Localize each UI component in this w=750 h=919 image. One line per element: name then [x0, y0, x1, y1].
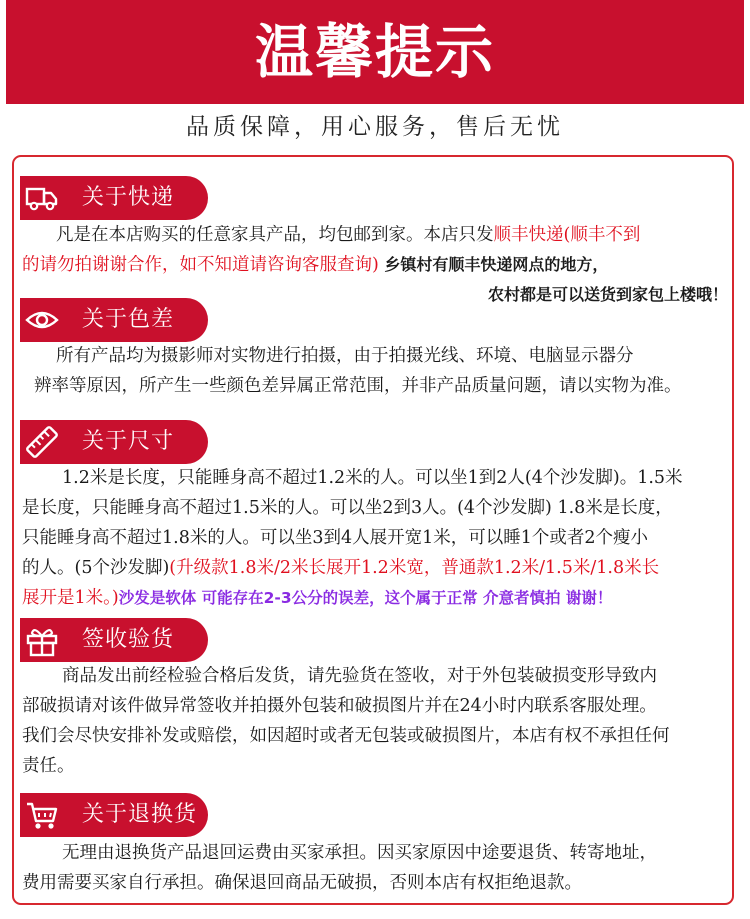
section-title: 关于快递: [82, 185, 175, 210]
section-body-color: [22, 341, 728, 401]
section-body-delivery: [22, 220, 728, 310]
color-text-1: 所有产品均为摄影师对实物进行拍摄，由于拍摄光线、环境、电脑显示器分: [56, 346, 634, 366]
delivery-truck-icon: [24, 180, 60, 216]
returns-text-1: 无理由退换货产品退回运费由买家承担。因买家原因中途要退货、转寄地址，: [62, 843, 657, 863]
section-header-size: [20, 420, 208, 464]
section-title: 签收验货: [82, 627, 175, 652]
delivery-bold-2: 农村都是可以送货到家包上楼哦！: [487, 285, 728, 304]
size-highlight-1: (升级款1.8米/2米长展开1.2米宽，普通款1.2米/1.5米/1.8米长: [169, 558, 660, 578]
section-title: 关于色差: [82, 307, 175, 332]
section-body-size: [22, 463, 728, 613]
delivery-text-1: 凡是在本店购买的任意家具产品，均包邮到家。本店只发: [56, 225, 494, 245]
size-highlight-2: 展开是1米。): [22, 588, 119, 608]
delivery-bold-1: 乡镇村有顺丰快递网点的地方，: [384, 255, 609, 274]
size-text-2: 是长度，只能睡身高不超过1.5米的人。可以坐2到3人。(4个沙发脚) 1.8米是长度，: [22, 498, 673, 518]
inspection-text-3: 我们会尽快安排补发或赔偿，如因超时或者无包装或破损图片，本店有权不承担任何: [22, 726, 670, 746]
section-header-inspection: [20, 618, 208, 662]
inspection-text-2: 部破损请对该件做异常签收并拍摄外包装和破损图片并在24小时内联系客服处理。: [22, 696, 657, 716]
section-body-returns: [22, 838, 728, 898]
inspection-text-4: 责任。: [22, 756, 75, 776]
section-header-color: [20, 298, 208, 342]
ruler-icon: [24, 424, 60, 460]
size-warning: 沙发是软体 可能存在2-3公分的误差，这个属于正常 介意者慎拍 谢谢！: [118, 589, 613, 607]
delivery-highlight-2: 的请勿拍谢谢合作，如不知道请咨询客服查询): [22, 255, 379, 275]
returns-text-2: 费用需要买家自行承担。确保退回商品无破损，否则本店有权拒绝退款。: [22, 873, 582, 893]
section-title: 关于退换货: [82, 802, 198, 827]
eye-icon: [24, 302, 60, 338]
section-body-inspection: [22, 661, 728, 781]
section-header-delivery: [20, 176, 208, 220]
gift-box-icon: [24, 622, 60, 658]
color-text-2: 辨率等原因，所产生一些颜色差异属正常范围，并非产品质量问题，请以实物为准。: [34, 376, 682, 396]
size-text-3: 只能睡身高不超过1.8米的人。可以坐3到4人展开宽1米，可以睡1个或者2个瘦小: [22, 528, 648, 548]
shopping-cart-icon: [24, 797, 60, 833]
section-title: 关于尺寸: [82, 429, 175, 454]
size-text-4: 的人。(5个沙发脚): [22, 558, 170, 578]
page-subtitle: 品质保障，用心服务，售后无忧: [186, 114, 564, 140]
delivery-highlight-1: 顺丰快递(顺丰不到: [493, 225, 641, 245]
section-header-returns: [20, 793, 208, 837]
header-banner: [6, 0, 744, 104]
page-title: 温馨提示: [254, 18, 495, 86]
inspection-text-1: 商品发出前经检验合格后发货，请先验货在签收，对于外包装破损变形导致内: [62, 666, 657, 686]
size-text-1: 1.2米是长度，只能睡身高不超过1.2米的人。可以坐1到2人(4个沙发脚)。1.5米: [62, 468, 683, 488]
